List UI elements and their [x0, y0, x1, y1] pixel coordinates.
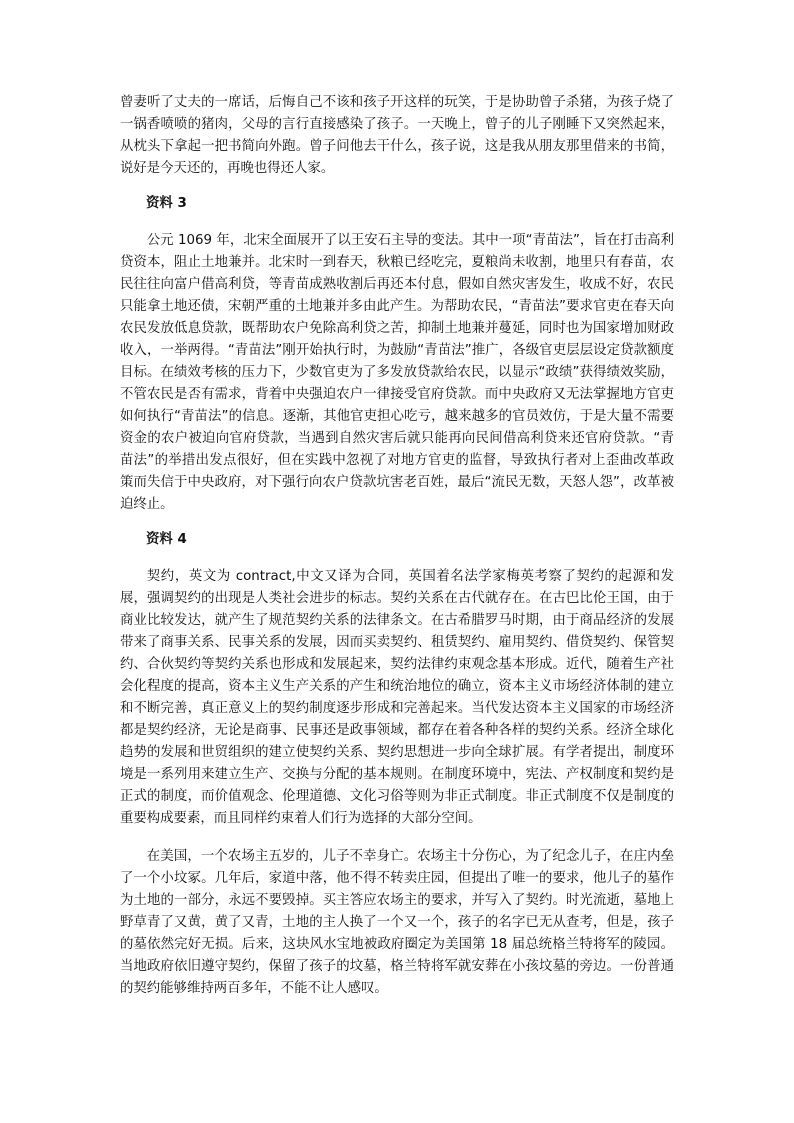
- section-4-paragraph-1: 契约，英文为 contract,中文又译为合同，英国着名法学家梅英考察了契约的起源和发展，强调契约的出现是人类社会进步的标志。契约关系在古代就存在。在古巴比伦王国，由于商业比较发达，就产生了规范契约关系的法律条文。在古希腊罗马时期，由于商品经济的发展带来了商事关系、民事关系的发展，因而买卖契约、租赁契约、雇用契约、借贷契约、保管契约、合伙契约等契约关系也形成和发展起来，契约法律约束观念基本形成。近代，随着生产社会化程度的提高，资本主义生产关系的产生和统治地位的确立，资本主义市场经济体制的建立和不断完善，真正意义上的契约制度逐步形成和完善起来。当代发达资本主义国家的市场经济都是契约经济，无论是商事、民事还是政事领域，都存在着各种各样的契约关系。经济全球化趋势的发展和世贸组织的建立使契约关系、契约思想进一步向全球扩展。有学者提出，制度环境是一系列用来建立生产、交换与分配的基本规则。在制度环境中，宪法、产权制度和契约是正式的制度，而价值观念、伦理道德、文化习俗等则为非正式制度。非正式制度不仅是制度的重要构成要素，而且同样约束着人们行为选择的大部分空间。: [120, 569, 674, 826]
- spacer: [120, 516, 674, 529]
- document-page: [120, 92, 674, 1000]
- section-3-heading: 资料 3: [146, 196, 187, 211]
- spacer: [120, 180, 674, 193]
- paragraph-continuation: 曾妻听了丈夫的一席话，后悔自己不该和孩子开这样的玩笑，于是协助曾子杀猪，为孩子烧了一锅香喷喷的猪肉，父母的言行直接感染了孩子。一天晚上，曾子的儿子刚睡下又突然起来，从枕头下拿起一把书简向外跑。曾子问他去干什么，孩子说，这是我从朋友那里借来的书简，说好是今天还的，再晚也得还人家。: [120, 95, 674, 176]
- section-3-paragraph: 公元 1069 年，北宋全面展开了以王安石主导的变法。其中一项“青苗法”，旨在打击高利贷资本，阻止土地兼并。北宋时一到春天，秋粮已经吃完，夏粮尚未收割，地里只有春苗，农民往往向富户借高利贷，等青苗成熟收割后再还本付息，假如自然灾害发生，收成不好，农民只能拿土地还债，宋朝严重的土地兼并多由此产生。为帮助农民，“青苗法”要求官吏在春天向农民发放低息贷款，既帮助农户免除高利贷之苦，抑制土地兼并蔓延，同时也为国家增加财政收入，一举两得。“青苗法”刚开始执行时，为鼓励“青苗法”推广，各级官吏层层设定贷款额度目标。在绩效考核的压力下，少数官吏为了多发放贷款给农民，以显示“政绩”获得绩效奖励，不管农民是否有需求，背着中央强迫农户一律接受官府贷款。而中央政府又无法掌握地方官吏如何执行“青苗法”的信息。逐渐，其他官吏担心吃亏，越来越多的官员效仿，于是大量不需要资金的农户被迫向官府贷款，当遇到自然灾害后就只能再向民间借高利贷来还官府贷款。“青苗法”的举措出发点很好，但在实践中忽视了对地方官吏的监督，导致执行者对上歪曲改革政策而失信于中央政府，对下强行向农户贷款坑害老百姓，最后“流民无数，天怒人怨”，改革被迫终止。: [120, 233, 674, 512]
- spacer: [120, 215, 674, 230]
- section-4-paragraph-2: 在美国，一个农场主五岁的，儿子不幸身亡。农场主十分伤心，为了纪念儿子，在庄内垒了一个小坟冢。几年后，家道中落，他不得不转卖庄园，但提出了唯一的要求，他儿子的墓作为土地的一部分，永远不要毁掉。买主答应农场主的要求，并写入了契约。时光流逝，墓地上野草青了又黄，黄了又青，土地的主人换了一个又一个，孩子的名字已无从查考，但是，孩子的墓依然完好无损。后来，这块风水宝地被政府圈定为美国第 18 届总统格兰特将军的陵园。当地政府依旧遵守契约，保留了孩子的坟墓，格兰特将军就安葬在小孩坟墓的旁边。一份普通的契约能够维持两百多年，不能不让人感叹。: [120, 849, 674, 996]
- section-4-heading: 资料 4: [146, 532, 187, 547]
- spacer: [120, 551, 674, 566]
- spacer: [120, 830, 674, 846]
